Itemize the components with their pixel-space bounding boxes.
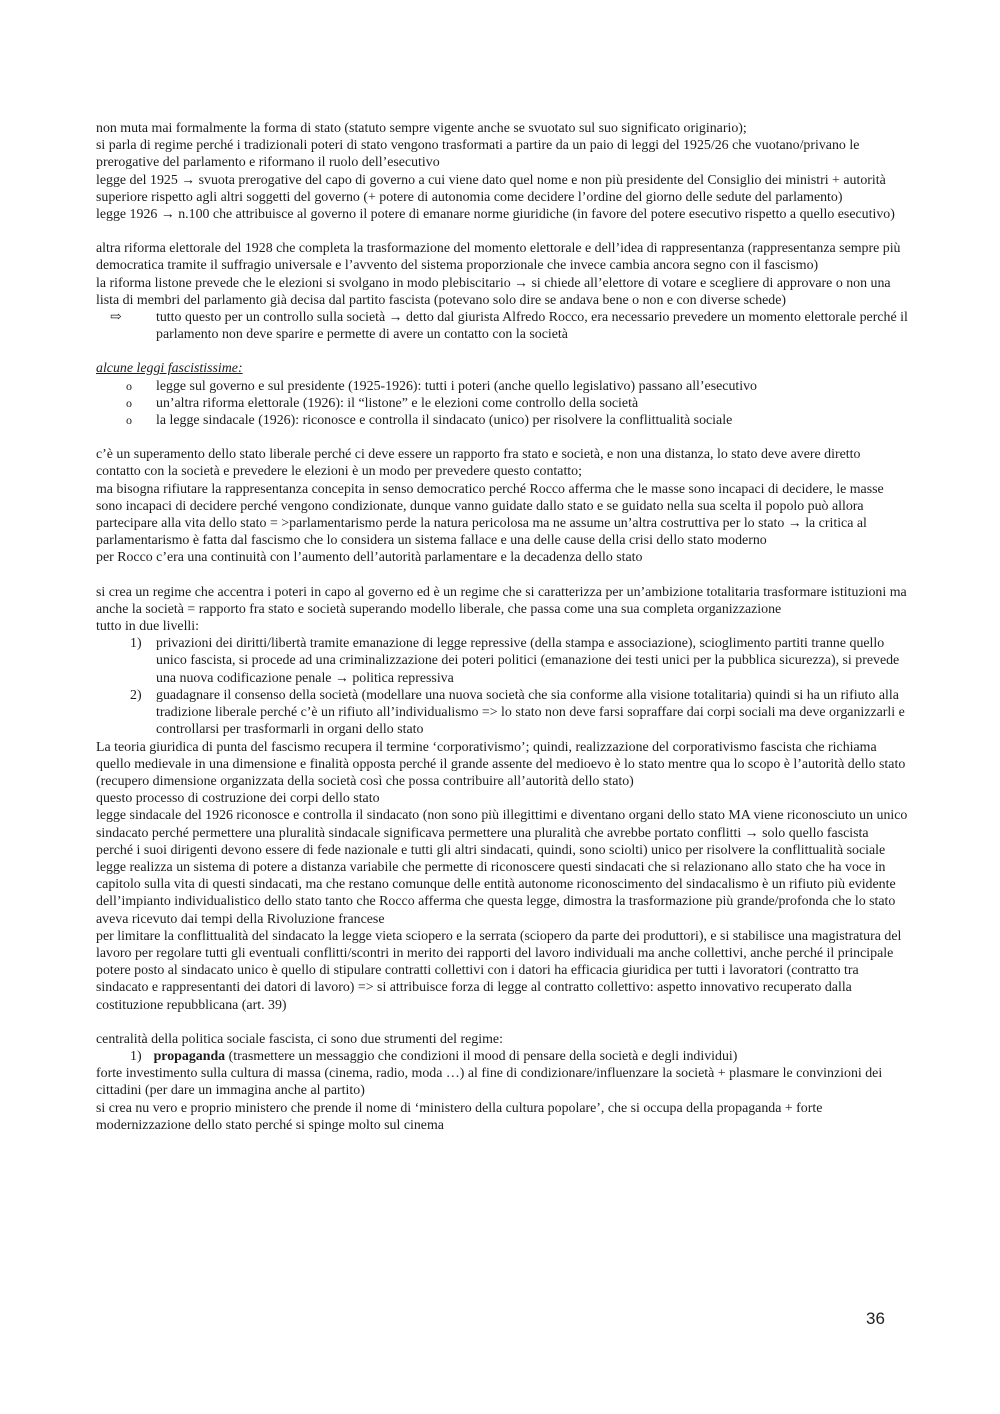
text: svuota prerogative del capo di governo a cui viene dato quel nome e non più presidente del Consiglio dei ministri + autorità superiore rispetto agli altri soggetti del governo (+ potere di autonomia come decidere l’ordine del giorno delle sedute del parlamento) xyxy=(96,172,886,205)
text: legge del 1925 xyxy=(96,172,178,188)
paragraph: si crea un regime che accentra i poteri in capo al governo ed è un regime che si caratterizza per un’ambizione totalitaria trasformare istituzioni ma anche la società = rapporto fra stato e società superando modello liberale, che passa come una sua completa organizzazione xyxy=(96,584,907,617)
list-item xyxy=(96,412,908,429)
text: detto dal giurista Alfredo Rocco, era necessario prevedere un momento elettorale perché il parlamento non deve sparire e permette di avere un contatto con la società xyxy=(156,310,908,343)
text: politica repressiva xyxy=(352,670,454,686)
arrow-bullet-icon: ⇨ xyxy=(110,310,122,326)
paragraph: non muta mai formalmente la forma di stato (statuto sempre vigente anche se svuotato sul suo significato originario); xyxy=(96,121,747,136)
text: guadagnare il consenso della società (modellare una nuova società che sia conforme alla visione totalitaria) quindi si ha un rifiuto alla tradizione liberale perché c’è un rifiuto all’individualismo => lo stato non deve farsi sopraffare dai corpi sociali ma deve organizzarli e controllarsi per trasformarli in organi dello stato xyxy=(156,687,905,738)
numbered-item xyxy=(96,687,908,739)
paragraph xyxy=(96,206,908,223)
arrow-icon: → xyxy=(744,825,759,841)
text: solo quello fascista perché i suoi dirigenti devono essere di fede nazionale e tutti gli altri sindacati, quindi, sono sciolti) unico per risolvere la conflittualità sociale xyxy=(96,825,886,858)
paragraph: legge realizza un sistema di potere a distanza variabile che permette di riconoscere questi sindacati che si relazionano allo stato che ha voce in capitolo sulla vita di questi sindacati, ma che restano comunque delle entità autonome riconoscimento del sindacalismo è un rifiuto più evidente dell’impianto individualistico dello stato tanto che Rocco afferma che questa legge, dimostra la trasformazione più grande/profonda che lo stato aveva ricevuto dai tempi della Rivoluzione francese xyxy=(96,859,896,927)
arrow-bullet-item xyxy=(96,309,908,343)
paragraph xyxy=(96,275,908,309)
list-item xyxy=(96,395,908,412)
circle-bullet-icon: o xyxy=(126,413,132,428)
text: ma bisogna rifiutare la rappresentanza concepita in senso democratico perché Rocco afferma che le masse sono incapaci di decidere, le masse sono incapaci di decidere perché vengono condizionate, dunque vanno guidate dallo stato e se guidato nella sua scelta il popolo può allora partecipare alla vita dello stato = >parlamentarismo perde la natura pericolosa ma ne assume un’altra costruttiva per lo stato xyxy=(96,481,884,532)
paragraph: tutto in due livelli: xyxy=(96,619,200,635)
arrow-icon: → xyxy=(334,670,349,686)
arrow-icon: → xyxy=(514,275,529,291)
paragraph: altra riforma elettorale del 1928 che completa la trasformazione del momento elettorale e dell’idea di rappresentanza (rappresentanza sempre più democratica tramite il suffragio universale e l’avvento del sistema proporzionale che invece cambia ancora segno con il fascismo) xyxy=(96,241,901,274)
item-number: 2) xyxy=(130,687,142,703)
circle-bullet-icon: o xyxy=(126,378,132,393)
text: si chiede all’elettore di votare e scegliere di approvare o non una lista di membri del parlamento già decisa dal partito fascista (potevano solo dire se andava bene o non e con diverse schede) xyxy=(96,275,891,308)
bold-term: propaganda xyxy=(153,1048,226,1064)
text: tutto questo per un controllo sulla società xyxy=(156,310,386,326)
text: la critica al parlamentarismo è fatta dal fascismo che lo considera un sistema fallace e una delle cause della crisi dello stato moderno xyxy=(96,516,867,549)
arrow-icon: → xyxy=(181,172,196,188)
paragraph xyxy=(96,172,908,206)
document-body xyxy=(96,120,908,1134)
paragraph: c’è un superamento dello stato liberale perché ci deve essere un rapporto fra stato e società, e non una distanza, lo stato deve avere diretto contatto con la società e prevedere le elezioni è un modo per prevedere questo contatto; xyxy=(96,447,861,480)
text: (trasmettere un messaggio che condizioni il mood di pensare della società e degli individui) xyxy=(228,1048,738,1064)
list-item xyxy=(96,378,908,395)
paragraph: per limitare la conflittualità del sindacato la legge vieta sciopero e la serrata (sciopero da parte dei produttori), e si stabilisce una magistratura del lavoro per regolare tutti gli eventuali conflitti/scontri in merito dei rapporti del lavoro individuali ma anche collettivi, anche perché il principale potere posto al sindacato unico è quello di stipulare contratti collettivi con i datori ha efficacia giuridica per tutti i lavoratori (contratto tra sindacato e rappresentanti dei datori di lavoro) => si attribuisce forza di legge al contratto collettivo: aspetto innovativo recuperato dalla costituzione repubblicana (art. 39) xyxy=(96,928,902,1013)
paragraph: per Rocco c’era una continuità con l’aumento dell’autorità parlamentare e la decadenza dello stato xyxy=(96,550,643,566)
paragraph xyxy=(96,807,908,859)
circle-bullet-icon: o xyxy=(126,395,132,410)
text: n.100 che attribuisce al governo il potere di emanare norme giuridiche (in favore del potere esecutivo rispetto a quello esecutivo) xyxy=(178,207,895,223)
paragraph: questo processo di costruzione dei corpi dello stato xyxy=(96,791,380,807)
paragraph: si crea nu vero e proprio ministero che prende il nome di ‘ministero della cultura popolare’, che si occupa della propaganda + forte modernizzazione dello stato perché si spinge molto sul cinema xyxy=(96,1100,823,1133)
paragraph xyxy=(96,481,908,550)
page-number: 36 xyxy=(866,1309,885,1328)
item-number: 1) xyxy=(130,636,142,652)
list-item-text: legge sul governo e sul presidente (1925-1926): tutti i poteri (anche quello legislativo) passano all’esecutivo xyxy=(156,378,757,394)
paragraph: La teoria giuridica di punta del fascismo recupera il termine ‘corporativismo’; quindi, realizzazione del corporativismo fascista che richiama quello medievale in una dimensione e finalità opposta perché il grande assente del medioevo è lo stato mentre qua lo scopo è l’autorità dello stato (recupero dimensione organizzata della società così che possa contribuire all’autorità dello stato) xyxy=(96,739,906,789)
text: la riforma listone prevede che le elezioni si svolgano in modo plebiscitario xyxy=(96,275,511,291)
item-number: 1) xyxy=(130,1048,142,1064)
arrow-icon: → xyxy=(388,310,403,326)
numbered-item xyxy=(96,635,908,687)
arrow-icon: → xyxy=(160,207,175,223)
paragraph: si parla di regime perché i tradizionali poteri di stato vengono trasformati a partire da un paio di leggi del 1925/26 che vuotano/privano le prerogative del parlamento e riformano il ruolo dell’esecutivo xyxy=(96,138,860,171)
list-item-text: un’altra riforma elettorale (1926): il “listone” e le elezioni come controllo della società xyxy=(156,395,639,411)
paragraph: forte investimento sulla cultura di massa (cinema, radio, moda …) al fine di condizionare/influenzare la società + plasmare le convinzioni dei cittadini (per dare un immagina anche al partito) xyxy=(96,1066,883,1099)
section-heading: alcune leggi fascistissime: xyxy=(96,361,243,377)
arrow-icon: → xyxy=(787,516,802,532)
text: privazioni dei diritti/libertà tramite emanazione di legge repressive (della stampa e associazione), scioglimento partiti tranne quello unico fascista, si procede ad una criminalizzazione dei poteri politici (emanazione dei testi unici per la pubblica sicurezza), si prevede una nuova codificazione penale xyxy=(156,636,900,686)
list-item-text: la legge sindacale (1926): riconosce e controlla il sindacato (unico) per risolvere la conflittualità sociale xyxy=(156,413,733,429)
paragraph: centralità della politica sociale fascista, ci sono due strumenti del regime: xyxy=(96,1031,503,1047)
numbered-item xyxy=(96,1048,908,1065)
text: legge sindacale del 1926 riconosce e controlla il sindacato (non sono più illegittimi e diventano organi dello stato MA viene riconosciuto un unico sindacato perché permettere una pluralità sindacale significava permettere una pluralità che avrebbe portato conflitti xyxy=(96,808,908,841)
text: legge 1926 xyxy=(96,207,158,223)
